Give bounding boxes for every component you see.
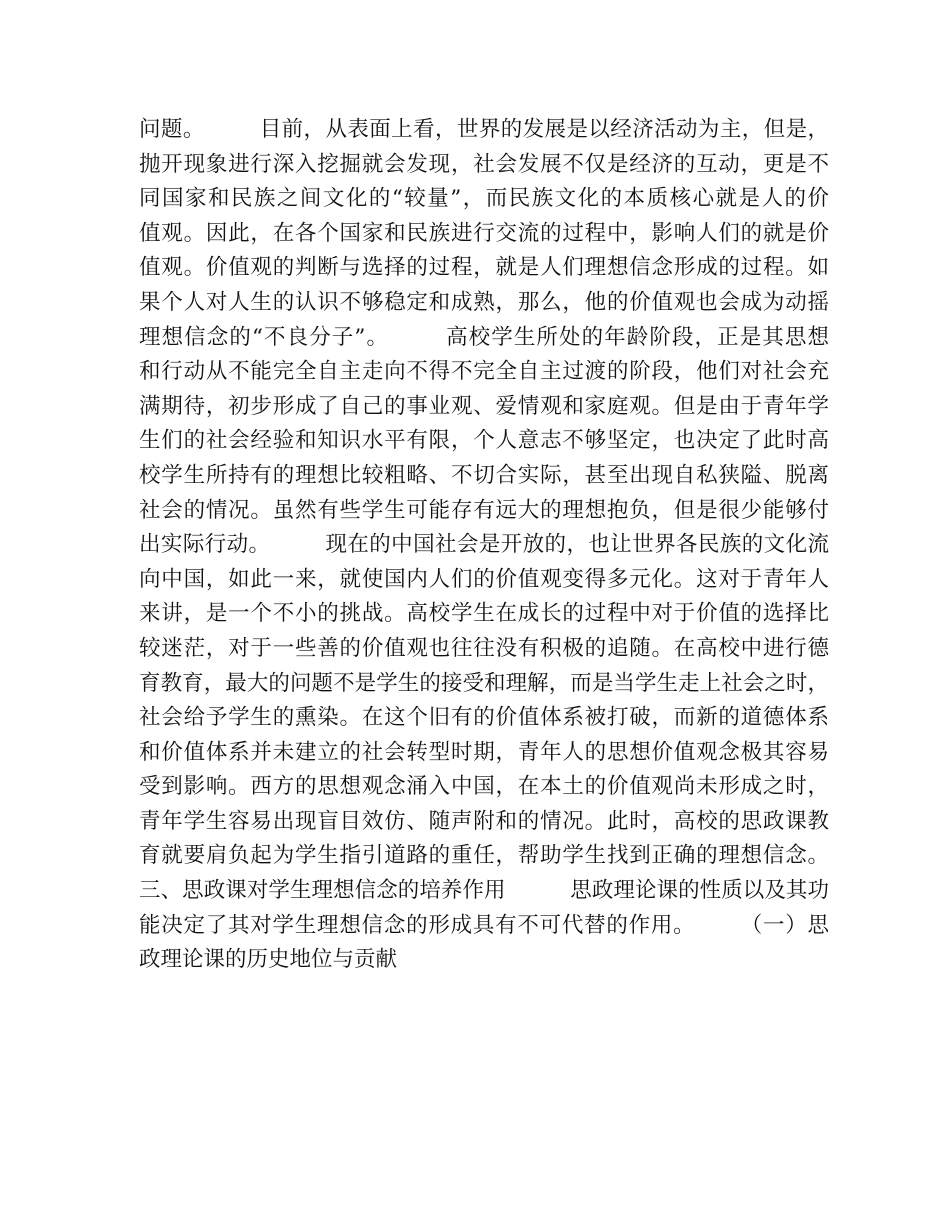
text-line-17: 育教育，最大的问题不是学生的接受和理解，而是当学生走上社会之时，	[139, 670, 829, 696]
text-line-8: 和行动从不能完全自主走向不得不完全自主过渡的阶段，他们对社会充	[139, 359, 829, 385]
text-line-1: 问题。 目前，从表面上看，世界的发展是以经济活动为主，但是，	[139, 117, 829, 142]
text-line-10: 生们的社会经验和知识水平有限，个人意志不够坚定，也决定了此时高	[139, 428, 829, 454]
text-line-11: 校学生所持有的理想比较粗略、不切合实际，甚至出现自私狭隘、脱离	[139, 462, 829, 488]
text-line-7: 理想信念的“不良分子”。 高校学生所处的年龄阶段，正是其思想	[139, 324, 829, 350]
section-heading-line: 三、思政课对学生理想信念的培养作用 思政理论课的性质以及其功	[139, 878, 829, 904]
text-line-12: 社会的情况。虽然有些学生可能存有远大的理想抱负，但是很少能够付	[139, 497, 829, 523]
text-line-20: 受到影响。西方的思想观念涌入中国，在本土的价值观尚未形成之时，	[139, 774, 829, 800]
text-line-6: 果个人对人生的认识不够稳定和成熟，那么，他的价值观也会成为动摇	[139, 289, 829, 315]
text-line-3: 同国家和民族之间文化的“较量”，而民族文化的本质核心就是人的价	[139, 186, 829, 212]
text-line-21: 青年学生容易出现盲目效仿、随声附和的情况。此时，高校的思政课教	[139, 808, 829, 834]
text-line-4: 值观。因此，在各个国家和民族进行交流的过程中，影响人们的就是价	[139, 220, 829, 246]
text-line-14: 向中国，如此一来，就使国内人们的价值观变得多元化。这对于青年人	[139, 566, 829, 592]
text-line-16: 较迷茫，对于一些善的价值观也往往没有积极的追随。在高校中进行德	[139, 635, 829, 661]
text-line-18: 社会给予学生的熏染。在这个旧有的价值体系被打破，而新的道德体系	[139, 705, 829, 731]
text-line-22: 育就要肩负起为学生指引道路的重任，帮助学生找到正确的理想信念。	[139, 843, 829, 869]
text-line-13: 出实际行动。 现在的中国社会是开放的，也让世界各民族的文化流	[139, 532, 829, 558]
text-line-19: 和价值体系并未建立的社会转型时期，青年人的思想价值观念极其容易	[139, 739, 829, 765]
text-line-15: 来讲，是一个不小的挑战。高校学生在成长的过程中对于价值的选择比	[139, 601, 829, 627]
text-line-24: 能决定了其对学生理想信念的形成具有不可代替的作用。 （一）思	[139, 912, 829, 938]
text-line-9: 满期待，初步形成了自己的事业观、爱情观和家庭观。但是由于青年学	[139, 393, 829, 419]
body-text	[139, 113, 829, 978]
text-line-5: 值观。价值观的判断与选择的过程，就是人们理想信念形成的过程。如	[139, 255, 829, 281]
text-line-2: 抛开现象进行深入挖掘就会发现，社会发展不仅是经济的互动，更是不	[139, 151, 829, 177]
subsection-heading-line: 政理论课的历史地位与贡献	[139, 947, 398, 973]
